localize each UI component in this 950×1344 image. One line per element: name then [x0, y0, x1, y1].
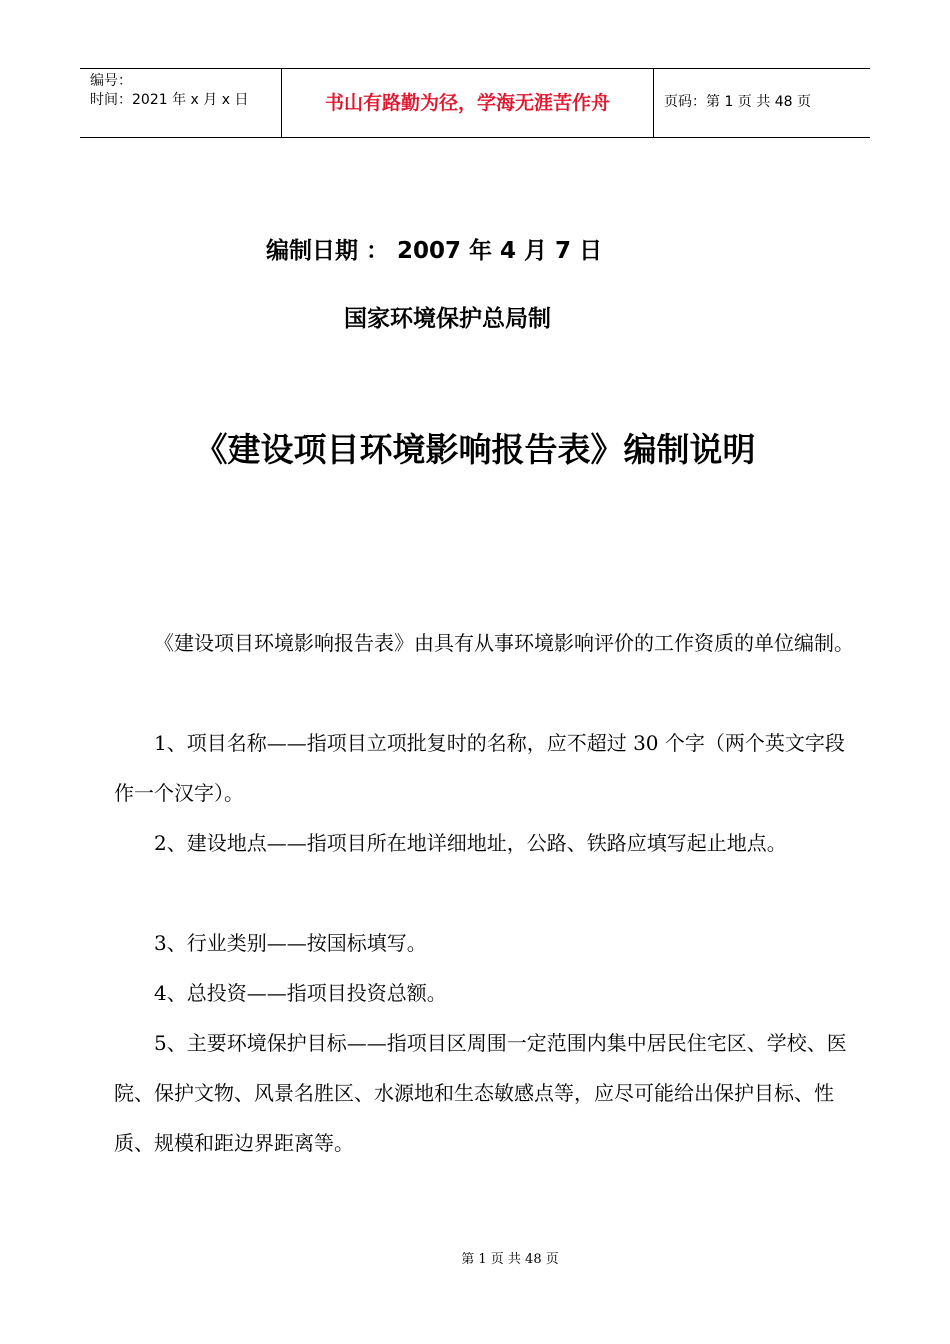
document-title: 《建设项目环境影响报告表》编制说明 [194, 430, 756, 469]
paragraph-text: 《建设项目环境影响报告表》由具有从事环境影响评价的工作资质的单位编制。 [154, 631, 854, 655]
compile-date: 编制日期 ： 2007 年 4 月 7 日 [266, 238, 603, 264]
paragraph-text: 3、行业类别——按国标填写。 [154, 931, 427, 955]
paragraph-text: 2、建设地点——指项目所在地详细地址，公路、铁路应填写起止地点。 [154, 831, 787, 855]
paragraph-item-1 [114, 718, 864, 818]
paragraph-intro [114, 618, 864, 668]
page-footer: 第 1 页 共 48 页 [461, 1252, 559, 1267]
document-time-label: 时间：2021 年 x 月 x 日 [90, 92, 249, 108]
paragraph-item-3 [114, 918, 864, 968]
header-motto-cell [282, 69, 654, 137]
paragraph-item-2 [114, 818, 864, 868]
header-meta-cell [80, 69, 282, 137]
paragraph-text: 1、项目名称——指项目立项批复时的名称，应不超过 30 个字（两个英文字段作一个汉字）。 [114, 731, 845, 805]
header-page-info: 页码：第 1 页 共 48 页 [664, 94, 811, 110]
paragraph-item-5 [114, 1018, 864, 1168]
paragraph-text: 4、总投资——指项目投资总额。 [154, 981, 447, 1005]
paragraph-text: 5、主要环境保护目标——指项目区周围一定范围内集中居民住宅区、学校、医院、保护文物、风景名胜区、水源地和生态敏感点等，应尽可能给出保护目标、性质、规模和距边界距离等。 [114, 1031, 847, 1155]
paragraph-item-4 [114, 968, 864, 1018]
motto-text: 书山有路勤为径，学海无涯苦作舟 [324, 92, 610, 114]
header-page-cell [654, 69, 870, 137]
document-number-label: 编号： [90, 73, 132, 89]
issuing-authority: 国家环境保护总局制 [344, 306, 551, 332]
header-table [80, 68, 870, 138]
